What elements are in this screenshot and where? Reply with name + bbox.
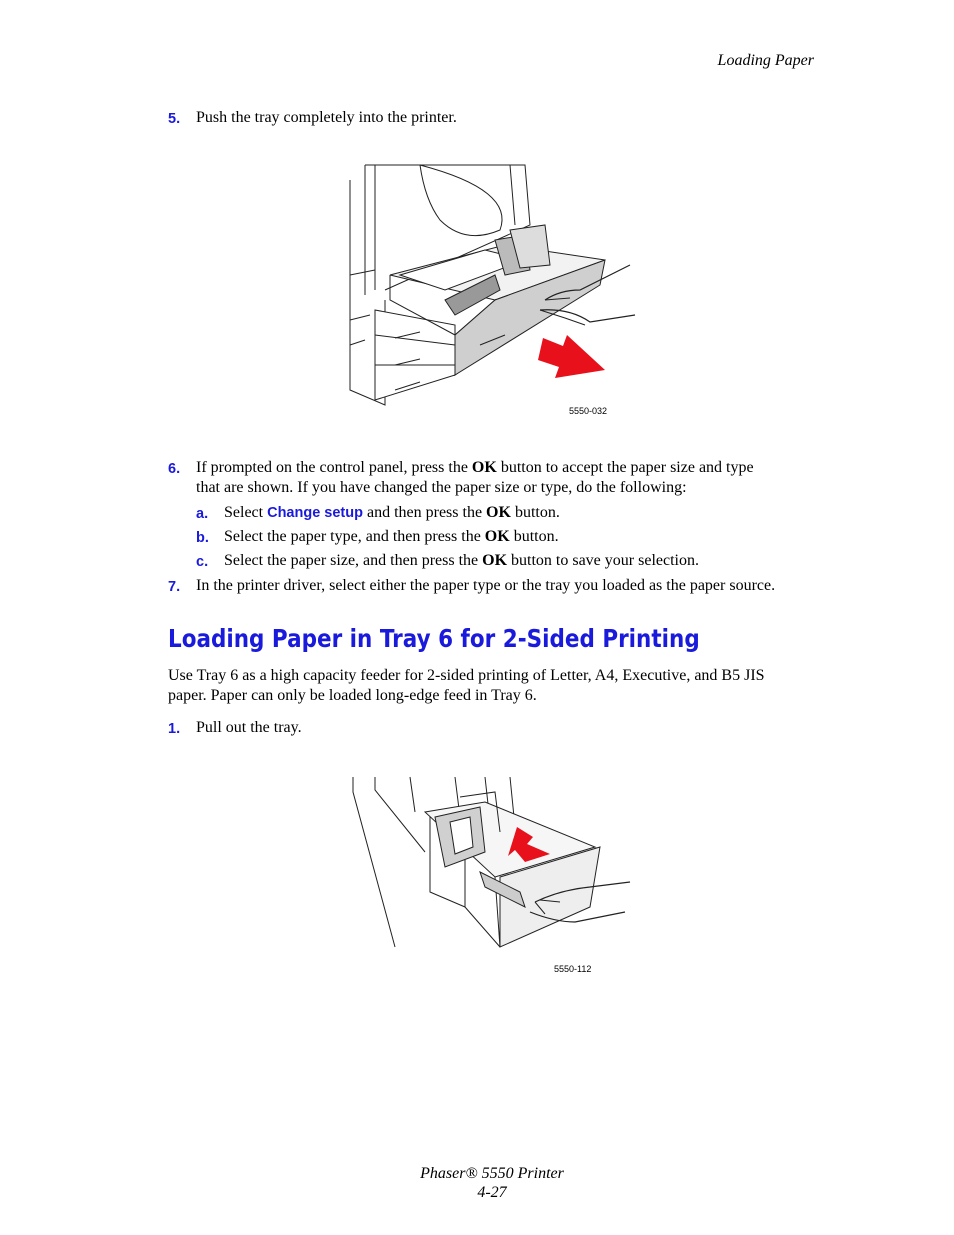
step-number: 7. — [168, 579, 181, 595]
tray-pull-illustration — [345, 772, 635, 962]
footer-product: Phaser® 5550 Printer — [420, 1165, 564, 1182]
step-5 — [168, 108, 457, 128]
substep-letter: c. — [196, 554, 209, 570]
step-number: 1. — [168, 721, 181, 737]
step-text: In the printer driver, select either the paper type or the tray you loaded as the paper source. — [196, 577, 776, 594]
substep-c — [196, 551, 699, 571]
step-text-part: If prompted on the control panel, press the — [196, 459, 472, 476]
step-text-line2: that are shown. If you have changed the paper size or type, do the following: — [196, 479, 687, 496]
figure-caption: 5550-112 — [554, 964, 592, 974]
running-header: Loading Paper — [717, 52, 814, 69]
ok-label: OK — [486, 504, 511, 521]
step-text: Push the tray completely into the printer. — [196, 109, 457, 126]
step-6 — [168, 458, 816, 498]
substep-text: Select the paper size, and then press the — [224, 552, 483, 569]
section-heading: Loading Paper in Tray 6 for 2-Sided Printing — [168, 624, 700, 653]
substep-text: button. — [509, 528, 559, 545]
printer-tray-illustration — [345, 160, 645, 420]
ok-label: OK — [471, 459, 497, 476]
push-direction-arrow — [538, 335, 605, 378]
ok-label: OK — [484, 528, 510, 545]
figure-caption: 5550-032 — [569, 406, 608, 416]
step-1 — [168, 718, 302, 738]
section-intro — [168, 666, 818, 706]
substep-text: Select the paper type, and then press the — [224, 528, 485, 545]
figure-push-tray — [345, 160, 645, 420]
intro-line: paper. Paper can only be loaded long-edge feed in Tray 6. — [168, 687, 537, 704]
step-number: 6. — [168, 461, 181, 477]
ui-term-change-setup: Change setup — [267, 505, 363, 521]
page-footer — [0, 1164, 954, 1202]
substep-a — [196, 503, 560, 523]
substep-letter: a. — [196, 506, 209, 522]
step-text-part: button to accept the paper size and type — [496, 459, 754, 476]
substep-text: and then press the — [362, 504, 487, 521]
ok-label: OK — [482, 552, 508, 569]
substep-b — [196, 527, 559, 547]
step-number: 5. — [168, 111, 181, 127]
figure-pull-tray — [345, 772, 635, 962]
substep-letter: b. — [196, 530, 209, 546]
substep-text: Select — [224, 504, 268, 521]
footer-page-number: 4-27 — [477, 1184, 507, 1201]
intro-line: Use Tray 6 as a high capacity feeder for 2-sided printing of Letter, A4, Executive, and B5 JIS — [168, 667, 765, 684]
step-text: Pull out the tray. — [196, 719, 302, 736]
substep-text: button to save your selection. — [507, 552, 699, 569]
substep-text: button. — [510, 504, 560, 521]
step-7 — [168, 576, 836, 596]
